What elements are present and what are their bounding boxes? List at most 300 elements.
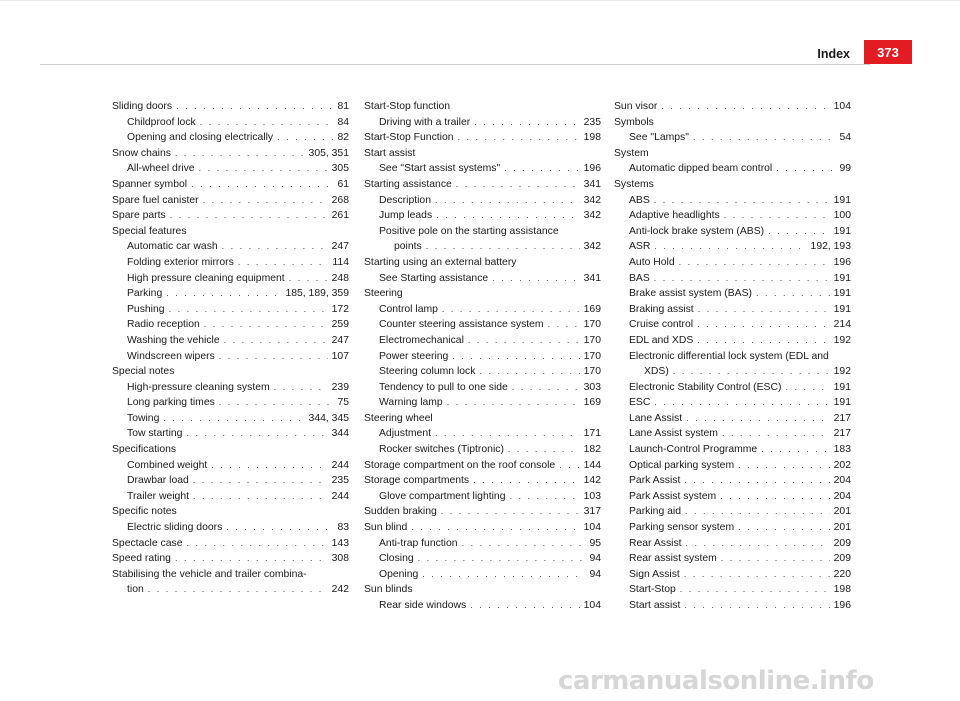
index-entry-term: Start-Stop <box>629 584 676 596</box>
index-entry-term: Pushing <box>127 303 165 315</box>
index-entry-page: 191 <box>833 397 851 409</box>
dot-leader <box>756 286 830 302</box>
dot-leader <box>785 380 829 396</box>
index-entry-page: 196 <box>583 163 601 175</box>
index-entry-term: Electromechanical <box>379 334 464 346</box>
index-entry-page: 171 <box>583 428 601 440</box>
index-heading: Specific notes <box>112 506 177 518</box>
index-entry-term: Power steering <box>379 350 449 362</box>
index-entry-page: 100 <box>833 210 851 222</box>
index-entry <box>112 239 349 255</box>
dot-leader <box>426 239 580 255</box>
index-entry <box>112 333 349 349</box>
dot-leader <box>654 271 830 287</box>
index-entry-page: 305, 351 <box>308 147 349 159</box>
index-heading: Symbols <box>614 116 654 128</box>
index-entry-term: Lane Assist system <box>629 428 718 440</box>
index-entry-term: Opening <box>379 568 419 580</box>
dot-leader <box>163 411 304 427</box>
index-entry <box>112 177 349 193</box>
dot-leader <box>654 193 830 209</box>
index-entry-page: 201 <box>833 522 851 534</box>
page-number-badge: 373 <box>864 40 912 64</box>
index-entry-term: Parking aid <box>629 506 681 518</box>
index-entry <box>112 99 349 115</box>
dot-leader <box>685 504 830 520</box>
index-entry-term: Automatic dipped beam control <box>629 163 773 175</box>
index-entry-term: ABS <box>629 194 650 206</box>
index-entry-term: Optical parking system <box>629 459 735 471</box>
index-entry-page: 95 <box>589 537 601 549</box>
index-entry <box>614 364 851 380</box>
index-entry-term: Spanner symbol <box>112 178 188 190</box>
dot-leader <box>289 271 328 287</box>
index-entry-page: 143 <box>331 537 349 549</box>
index-entry-term: Description <box>379 194 431 206</box>
index-entry <box>614 411 851 427</box>
index-entry <box>614 520 851 536</box>
index-entry-page: 196 <box>833 600 851 611</box>
dot-leader <box>738 520 830 536</box>
index-entry <box>112 161 349 177</box>
index-entry <box>614 302 851 318</box>
index-entry-page: 305 <box>331 163 349 175</box>
dot-leader <box>200 115 334 131</box>
index-entry <box>614 208 851 224</box>
index-entry <box>364 333 601 349</box>
dot-leader <box>473 473 580 489</box>
dot-leader <box>684 567 830 583</box>
index-entry-term: Parking <box>127 288 163 300</box>
index-entry <box>364 380 601 396</box>
index-heading: Special notes <box>112 366 175 378</box>
dot-leader <box>176 99 333 115</box>
dot-leader <box>697 317 830 333</box>
dot-leader <box>447 395 580 411</box>
dot-leader <box>274 380 328 396</box>
index-entry-term: Starting assistance <box>364 178 452 190</box>
index-entry-page: 192 <box>833 366 851 378</box>
dot-leader <box>166 286 281 302</box>
index-entry-term: Sun blind <box>364 522 408 534</box>
index-entry-page: 191 <box>833 303 851 315</box>
index-entry-term: Towing <box>127 412 160 424</box>
dot-leader <box>442 302 580 318</box>
dot-leader <box>441 504 580 520</box>
top-edge-line <box>0 0 960 1</box>
index-entry <box>614 317 851 333</box>
index-entry-page: 191 <box>833 381 851 393</box>
index-entry-page: 169 <box>583 303 601 315</box>
index-entry-page: 191 <box>833 272 851 284</box>
dot-leader <box>193 489 328 505</box>
index-entry-page: 99 <box>839 163 851 175</box>
index-column-3 <box>614 99 851 614</box>
index-entry <box>112 411 349 427</box>
index-heading: System <box>614 147 649 159</box>
index-entry-term: Electronic Stability Control (ESC) <box>629 381 782 393</box>
dot-leader <box>738 458 830 474</box>
index-entry-term: Adaptive headlights <box>629 210 720 222</box>
index-entry-page: 191 <box>833 288 851 300</box>
dot-leader <box>479 364 579 380</box>
index-entry-term: Lane Assist <box>629 412 683 424</box>
index-entry-term: Rocker switches (Tiptronic) <box>379 444 504 456</box>
index-entry-term: Closing <box>379 553 414 565</box>
index-entry-term: Sudden braking <box>364 506 437 518</box>
index-entry <box>112 115 349 131</box>
index-entry-term: Park Assist <box>629 475 681 487</box>
index-entry-term: Sun visor <box>614 101 658 112</box>
index-entry-term: Glove compartment lighting <box>379 490 506 502</box>
index-entry-term: Parking sensor system <box>629 522 735 534</box>
dot-leader <box>509 489 579 505</box>
index-heading: Sun blinds <box>364 584 413 596</box>
dot-leader <box>673 364 830 380</box>
index-entry-term: See "Start assist systems" <box>379 163 501 175</box>
index-entry-term: Storage compartment on the roof console <box>364 459 556 471</box>
index-entry-page: 209 <box>833 553 851 565</box>
dot-leader <box>697 333 829 349</box>
index-entry-term: Storage compartments <box>364 475 470 487</box>
index-entry-page: 198 <box>833 584 851 596</box>
index-entry-page: 82 <box>337 132 349 144</box>
index-entry <box>112 489 349 505</box>
index-entry-page: 268 <box>331 194 349 206</box>
index-entry-term: Folding exterior mirrors <box>127 256 234 268</box>
index-entry-term: Speed rating <box>112 553 171 565</box>
dot-leader <box>492 271 579 287</box>
index-entry <box>112 255 349 271</box>
index-entry-term: Washing the vehicle <box>127 334 220 346</box>
index-heading: Stabilising the vehicle and trailer combina- <box>112 568 307 580</box>
index-entry-page: 341 <box>583 178 601 190</box>
index-entry-page: 308 <box>331 553 349 565</box>
dot-leader <box>722 426 830 442</box>
index-entry-term: EDL and XDS <box>629 334 694 346</box>
index-entry <box>364 598 601 614</box>
index-entry-term: Cruise control <box>629 319 694 331</box>
index-entry-term: Automatic car wash <box>127 241 218 253</box>
index-entry-term: XDS) <box>644 366 669 378</box>
index-entry-page: 94 <box>589 568 601 580</box>
dot-leader <box>186 536 327 552</box>
index-entry <box>614 536 851 552</box>
index-entry <box>112 193 349 209</box>
index-entry <box>614 333 851 349</box>
index-entry-term: Jump leads <box>379 210 433 222</box>
dot-leader <box>470 598 579 614</box>
index-entry-page: 81 <box>337 101 349 112</box>
index-entry <box>364 115 601 131</box>
page-title: Index <box>817 47 850 61</box>
index-entry-term: Combined weight <box>127 459 208 471</box>
dot-leader <box>224 333 328 349</box>
index-entry-page: 235 <box>583 116 601 128</box>
index-entry-page: 191 <box>833 194 851 206</box>
dot-leader <box>548 317 580 333</box>
dot-leader <box>226 520 333 536</box>
dot-leader <box>508 442 580 458</box>
index-entry-term: All-wheel drive <box>127 163 195 175</box>
index-entry-page: 239 <box>331 381 349 393</box>
index-entry <box>364 458 601 474</box>
index-heading: Start-Stop function <box>364 101 451 112</box>
index-entry <box>364 504 601 520</box>
dot-leader <box>679 255 830 271</box>
index-entry-term: Sliding doors <box>112 101 173 112</box>
index-entry-term: Park Assist system <box>629 490 717 502</box>
index-entry-page: 103 <box>583 490 601 502</box>
index-entry-page: 170 <box>583 319 601 331</box>
index-entry-term: Start assist <box>629 600 681 611</box>
index-entry-page: 114 <box>332 256 349 268</box>
index-entry <box>614 442 851 458</box>
index-entry <box>364 302 601 318</box>
index-entry-term: Electric sliding doors <box>127 522 223 534</box>
index-entry-page: 183 <box>833 444 851 456</box>
index-entry-term: Long parking times <box>127 397 215 409</box>
index-heading: Start assist <box>364 147 416 159</box>
header-divider <box>40 64 870 65</box>
index-entry-page: 344 <box>331 428 349 440</box>
index-heading: Starting using an external battery <box>364 256 517 268</box>
index-heading: Systems <box>614 178 654 190</box>
index-entry-term: points <box>394 241 422 253</box>
index-entry <box>364 161 601 177</box>
index-entry-page: 192 <box>833 334 851 346</box>
index-entry-page: 191 <box>833 225 851 237</box>
index-entry <box>364 130 601 146</box>
index-entry <box>614 567 851 583</box>
index-entry <box>364 567 601 583</box>
index-entry-term: Launch-Control Programme <box>629 444 758 456</box>
dot-leader <box>512 380 580 396</box>
index-entry-term: Steering column lock <box>379 366 476 378</box>
index-entry-page: 204 <box>833 490 851 502</box>
index-entry <box>614 395 851 411</box>
index-entry-term: Warning lamp <box>379 397 443 409</box>
index-entry-page: 303 <box>583 381 601 393</box>
index-entry-page: 242 <box>331 584 349 596</box>
index-entry-page: 235 <box>331 475 349 487</box>
index-entry <box>614 130 851 146</box>
dot-leader <box>219 349 328 365</box>
index-entry-term: Windscreen wipers <box>127 350 215 362</box>
index-entry <box>112 349 349 365</box>
index-entry-page: 198 <box>583 132 601 144</box>
index-entry-page: 248 <box>331 272 349 284</box>
dot-leader <box>462 536 586 552</box>
index-entry-term: Radio reception <box>127 319 200 331</box>
index-entry-term: Braking assist <box>629 303 694 315</box>
dot-leader <box>661 99 829 115</box>
dot-leader <box>222 239 328 255</box>
index-entry-term: High-pressure cleaning system <box>127 381 270 393</box>
dot-leader <box>422 567 585 583</box>
index-entry-page: 192, 193 <box>810 241 851 253</box>
index-entry <box>614 161 851 177</box>
index-entry <box>614 551 851 567</box>
index-entry <box>364 208 601 224</box>
index-entry <box>614 473 851 489</box>
index-entry <box>112 536 349 552</box>
dot-leader <box>436 208 580 224</box>
index-entry <box>614 582 851 598</box>
index-entry-page: 104 <box>583 600 601 611</box>
index-entry-term: Start-Stop Function <box>364 132 454 144</box>
index-entry <box>614 426 851 442</box>
dot-leader <box>686 536 830 552</box>
index-entry-term: Counter steering assistance system <box>379 319 544 331</box>
dot-leader <box>170 208 328 224</box>
index-entry-term: Trailer weight <box>127 490 189 502</box>
index-entry-term: Sign Assist <box>629 568 680 580</box>
dot-leader <box>199 161 328 177</box>
index-entry <box>614 271 851 287</box>
index-entry <box>112 208 349 224</box>
index-entry-page: 185, 189, 359 <box>285 288 349 300</box>
index-entry-term: Spare parts <box>112 210 166 222</box>
index-entry-page: 170 <box>583 366 601 378</box>
index-entry-term: High pressure cleaning equipment <box>127 272 285 284</box>
index-entry <box>614 239 851 255</box>
index-entry <box>614 458 851 474</box>
index-entry <box>364 349 601 365</box>
dot-leader <box>768 224 830 240</box>
index-entry <box>614 489 851 505</box>
index-entry-page: 104 <box>833 101 851 112</box>
index-entry-page: 342 <box>583 194 601 206</box>
index-entry <box>112 286 349 302</box>
dot-leader <box>504 161 580 177</box>
index-entry-page: 214 <box>833 319 851 331</box>
dot-leader <box>169 302 328 318</box>
dot-leader <box>238 255 329 271</box>
index-entry <box>112 473 349 489</box>
index-entry <box>364 551 601 567</box>
index-entry <box>364 364 601 380</box>
index-heading: Steering wheel <box>364 412 433 424</box>
index-entry <box>112 146 349 162</box>
index-entry-page: 61 <box>337 178 349 190</box>
index-entry-term: tion <box>127 584 144 596</box>
index-entry <box>364 442 601 458</box>
index-entry-continued: Electronic differential lock system (EDL and <box>629 350 829 362</box>
dot-leader <box>452 349 579 365</box>
index-entry <box>112 130 349 146</box>
index-column-2 <box>364 99 601 614</box>
index-entry-page: 217 <box>833 428 851 440</box>
index-entry-page: 170 <box>583 334 601 346</box>
dot-leader <box>468 333 580 349</box>
index-entry-term: Adjustment <box>379 428 431 440</box>
index-entry <box>112 317 349 333</box>
index-entry <box>364 395 601 411</box>
index-entry <box>364 177 601 193</box>
index-entry-page: 217 <box>833 412 851 424</box>
index-entry-term: Anti-trap function <box>379 537 458 549</box>
index-entry-term: Snow chains <box>112 147 171 159</box>
index-entry <box>364 193 601 209</box>
index-entry-page: 342 <box>583 210 601 222</box>
index-entry <box>112 458 349 474</box>
index-entry <box>614 99 851 115</box>
index-entry-page: 107 <box>331 350 349 362</box>
index-entry-page: 247 <box>331 241 349 253</box>
index-entry-page: 169 <box>583 397 601 409</box>
dot-leader <box>684 598 829 614</box>
dot-leader <box>277 130 333 146</box>
index-entry-page: 144 <box>583 459 601 471</box>
index-entry <box>112 380 349 396</box>
index-entry <box>112 520 349 536</box>
dot-leader <box>559 458 579 474</box>
index-entry <box>364 239 601 255</box>
dot-leader <box>761 442 829 458</box>
dot-leader <box>474 115 579 131</box>
dot-leader <box>186 426 327 442</box>
dot-leader <box>680 582 830 598</box>
dot-leader <box>698 302 830 318</box>
index-entry <box>614 380 851 396</box>
index-entry <box>614 286 851 302</box>
dot-leader <box>203 193 328 209</box>
dot-leader <box>654 395 829 411</box>
index-entry-term: Tendency to pull to one side <box>379 381 508 393</box>
index-entry-term: Driving with a trailer <box>379 116 471 128</box>
index-entry-continued: Positive pole on the starting assistance <box>379 225 559 237</box>
index-entry <box>112 271 349 287</box>
dot-leader <box>193 473 328 489</box>
index-entry <box>614 504 851 520</box>
dot-leader <box>219 395 334 411</box>
index-entry-term: Control lamp <box>379 303 438 315</box>
index-entry-page: 196 <box>833 256 851 268</box>
index-entry <box>614 598 851 614</box>
dot-leader <box>435 193 580 209</box>
index-entry <box>364 489 601 505</box>
index-entry-page: 244 <box>331 490 349 502</box>
index-heading: Steering <box>364 288 403 300</box>
dot-leader <box>721 551 830 567</box>
index-column-1 <box>112 99 349 598</box>
index-entry-page: 75 <box>337 397 349 409</box>
index-entry-page: 244 <box>331 459 349 471</box>
index-entry <box>614 224 851 240</box>
index-entry <box>112 395 349 411</box>
index-entry <box>614 193 851 209</box>
page-header <box>40 45 912 65</box>
index-entry-page: 341 <box>583 272 601 284</box>
index-entry-page: 209 <box>833 537 851 549</box>
index-entry <box>364 536 601 552</box>
dot-leader <box>204 317 328 333</box>
dot-leader <box>720 489 829 505</box>
index-entry-term: Rear Assist <box>629 537 682 549</box>
index-entry-term: See Starting assistance <box>379 272 489 284</box>
index-entry-page: 104 <box>583 522 601 534</box>
index-entry-term: Rear assist system <box>629 553 717 565</box>
index-entry <box>112 551 349 567</box>
index-entry <box>112 302 349 318</box>
index-entry-term: Drawbar load <box>127 475 189 487</box>
index-entry-term: Spectacle case <box>112 537 183 549</box>
index-entry-page: 261 <box>331 210 349 222</box>
index-entry-page: 317 <box>583 506 601 518</box>
index-entry-page: 342 <box>583 241 601 253</box>
index-entry-page: 344, 345 <box>308 412 349 424</box>
